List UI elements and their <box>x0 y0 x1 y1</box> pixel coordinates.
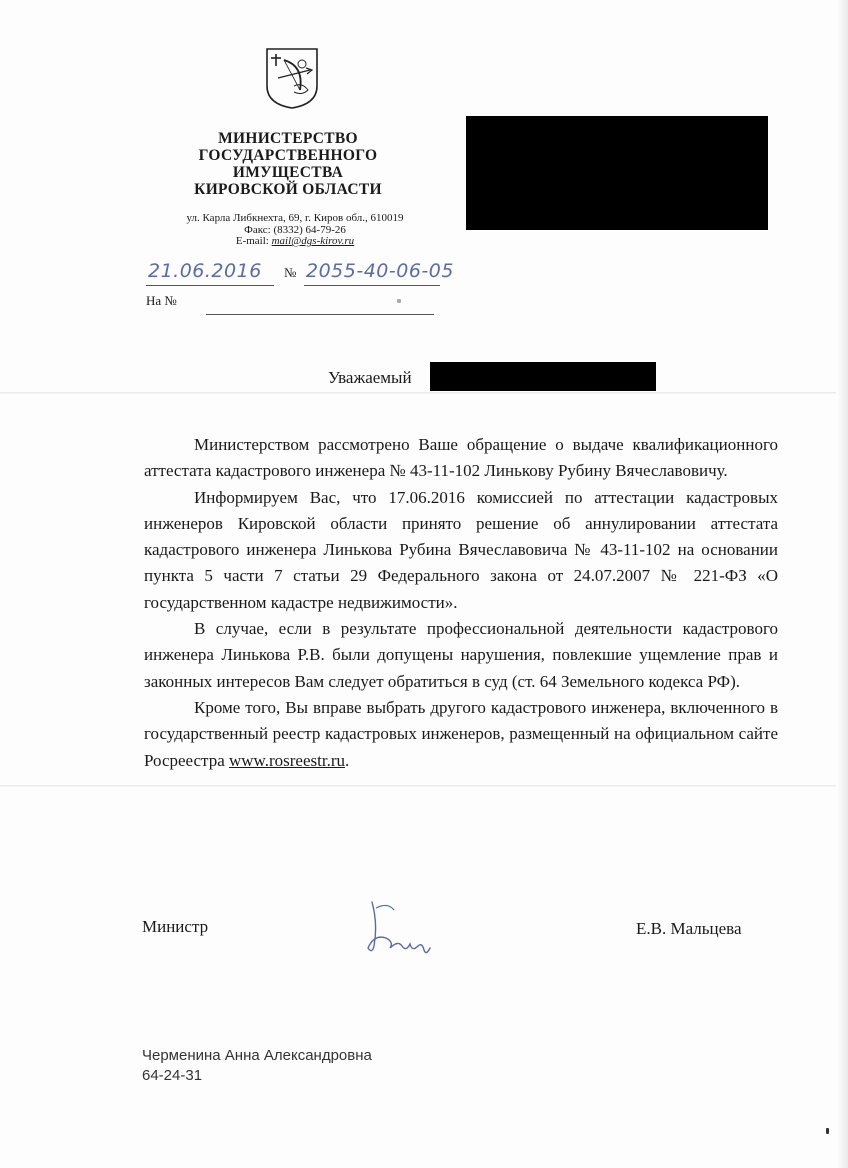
body-paragraph <box>144 695 778 774</box>
paper-edge <box>836 0 848 1168</box>
email-link[interactable]: mail@dgs-kirov.ru <box>271 235 355 247</box>
signatory-title: Министр <box>142 917 209 936</box>
redacted-recipient-name <box>430 362 656 391</box>
paragraph-text: Кроме того, Вы вправе выбрать другого кадастрового инженера, включенного в государственный реестр кадастровых инженеров, размещенный на официальном сайте Росреестра <box>144 697 778 770</box>
paper-speck <box>397 299 401 303</box>
redacted-recipient-block <box>466 116 768 230</box>
greeting: Уважаемый <box>328 368 412 387</box>
ministry-contacts <box>150 213 440 248</box>
paper-speck <box>826 1128 829 1134</box>
rosreestr-link[interactable]: www.rosreestr.ru <box>229 750 345 770</box>
reference-underline <box>206 314 434 315</box>
date-underline <box>146 285 274 286</box>
ministry-address: ул. Карла Либкнехта, 69, г. Киров обл., 610019 <box>186 212 404 224</box>
handwritten-date: 21.06.2016 <box>148 260 262 282</box>
ministry-fax: Факс: (8332) 64-79-26 <box>244 223 346 236</box>
executor-info <box>142 1046 372 1086</box>
ministry-name <box>170 130 406 198</box>
executor-name: Черменина Анна Александровна <box>142 1047 372 1064</box>
ministry-line: МИНИСТЕРСТВО <box>218 130 358 147</box>
handwritten-reg-number: 2055-40-06-05 <box>306 260 454 282</box>
body-paragraph: В случае, если в результате профессиональной деятельности кадастрового инженера Линькова Р.В. были допущены нарушения, повлекшие ущемление прав и законных интересов Вам следует обратиться в суд (ст. 64 Земельного кодекса РФ). <box>144 619 778 691</box>
paragraph-end: . <box>344 750 350 770</box>
signatory-name: Е.В. Мальцева <box>636 919 742 938</box>
paper-fold <box>0 785 848 787</box>
executor-phone: 64-24-31 <box>142 1067 203 1084</box>
ministry-line: ИМУЩЕСТВА <box>232 164 344 181</box>
paper-fold <box>0 392 848 394</box>
coat-of-arms-icon <box>264 46 320 110</box>
reference-label: На № <box>146 293 177 308</box>
ministry-line: КИРОВСКОЙ ОБЛАСТИ <box>194 181 382 198</box>
number-sign: № <box>284 265 297 280</box>
ministry-line: ГОСУДАРСТВЕННОГО <box>198 147 378 164</box>
letter-body <box>144 432 778 774</box>
body-paragraph: Информируем Вас, что 17.06.2016 комиссией по аттестации кадастровых инженеров Кировской области принято решение об аннулировании аттестата кадастрового инженера Линькова Рубина Вячеславовича № 43-11-102 на основании пункта 5 части 7 статьи 29 Федерального закона от 24.07.2007 № 221-ФЗ «О государственном кадастре недвижимости». <box>144 487 778 612</box>
email-label: E-mail: <box>235 235 269 247</box>
ministry-email-row <box>150 236 440 248</box>
handwritten-signature <box>364 894 434 958</box>
number-underline <box>304 285 440 286</box>
body-paragraph: Министерством рассмотрено Ваше обращение о выдаче квалификационного аттестата кадастрового инженера № 43-11-102 Линькову Рубину Вячеславовичу. <box>144 435 778 481</box>
